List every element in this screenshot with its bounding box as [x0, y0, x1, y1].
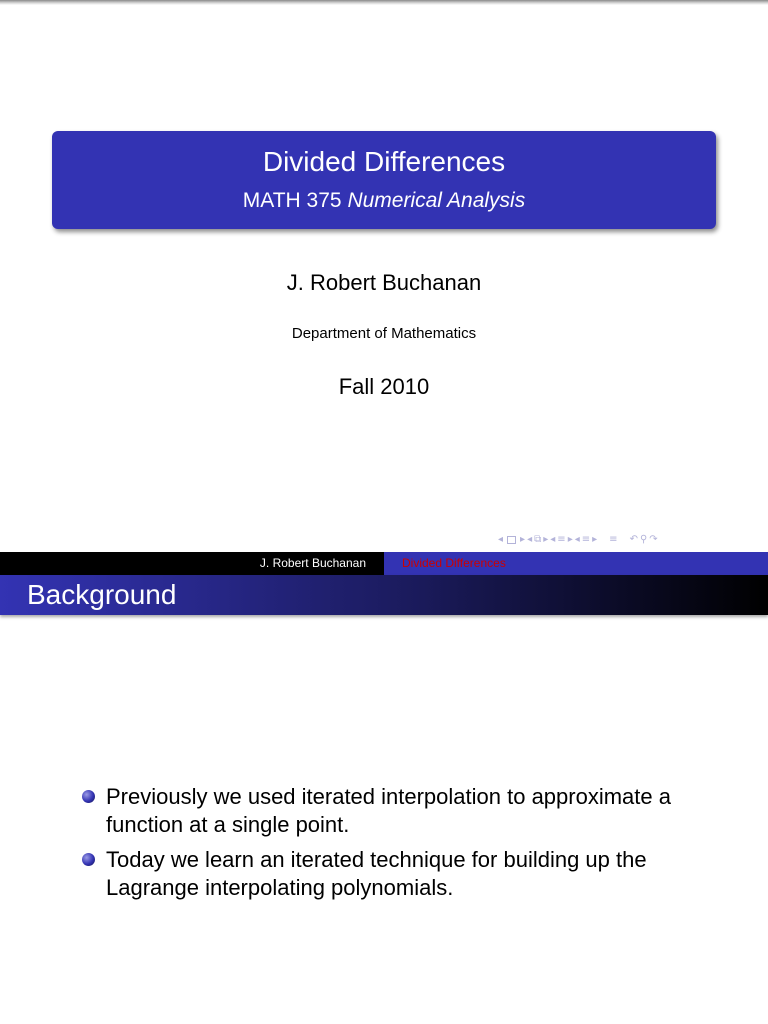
footer-author: J. Robert Buchanan — [259, 556, 366, 570]
list-icon[interactable]: ≡ — [581, 534, 591, 545]
nav-left-arrow-icon[interactable]: ◂ — [550, 534, 556, 545]
presentation-date: Fall 2010 — [338, 374, 430, 399]
undo-icon[interactable]: ↶ — [629, 534, 638, 545]
nav-left-arrow-icon[interactable]: ◂ — [574, 534, 580, 545]
author-name: J. Robert Buchanan — [286, 270, 482, 295]
footer-title: Divided Differences — [402, 556, 506, 570]
search-icon[interactable]: ⚲ — [639, 534, 648, 545]
nav-right-arrow-icon[interactable]: ▸ — [592, 534, 598, 545]
subsection-icon[interactable]: ⧉ — [534, 534, 542, 545]
title-block — [52, 131, 716, 229]
nav-left-arrow-icon[interactable]: ◂ — [498, 534, 504, 545]
bullet-text: Today we learn an iterated technique for building up the Lagrange interpolating polynomials. — [106, 847, 647, 900]
nav-right-arrow-icon[interactable]: ▸ — [543, 534, 549, 545]
section-icon[interactable]: ≡ — [557, 534, 566, 545]
footer-author-box — [0, 552, 384, 575]
nav-left-arrow-icon[interactable]: ◂ — [527, 534, 533, 545]
course-name: Numerical Analysis — [347, 189, 526, 212]
bullet-ball-icon — [82, 853, 95, 866]
bullet-list — [82, 783, 722, 909]
institute-name: Department of Mathematics — [291, 325, 477, 342]
bullet-ball-icon — [82, 790, 95, 803]
frame-title-bar — [0, 575, 768, 615]
footline — [0, 552, 768, 575]
beamer-navigation — [498, 531, 762, 549]
redo-icon[interactable]: ↷ — [649, 534, 658, 545]
align-icon[interactable]: ≡ — [609, 534, 618, 545]
list-item — [82, 846, 722, 902]
nav-right-arrow-icon[interactable]: ▸ — [567, 534, 573, 545]
footer-title-box — [384, 552, 768, 575]
presentation-title: Divided Differences — [262, 146, 506, 177]
page-top-edge — [0, 0, 768, 5]
frame-icon[interactable] — [507, 536, 516, 544]
course-code: MATH 375 — [242, 189, 342, 212]
bullet-text: Previously we used iterated interpolation to approximate a function at a single point. — [106, 784, 671, 837]
frame-title: Background — [27, 579, 177, 610]
nav-right-arrow-icon[interactable]: ▸ — [520, 534, 526, 545]
list-item — [82, 783, 722, 839]
presentation-subtitle — [52, 189, 716, 213]
